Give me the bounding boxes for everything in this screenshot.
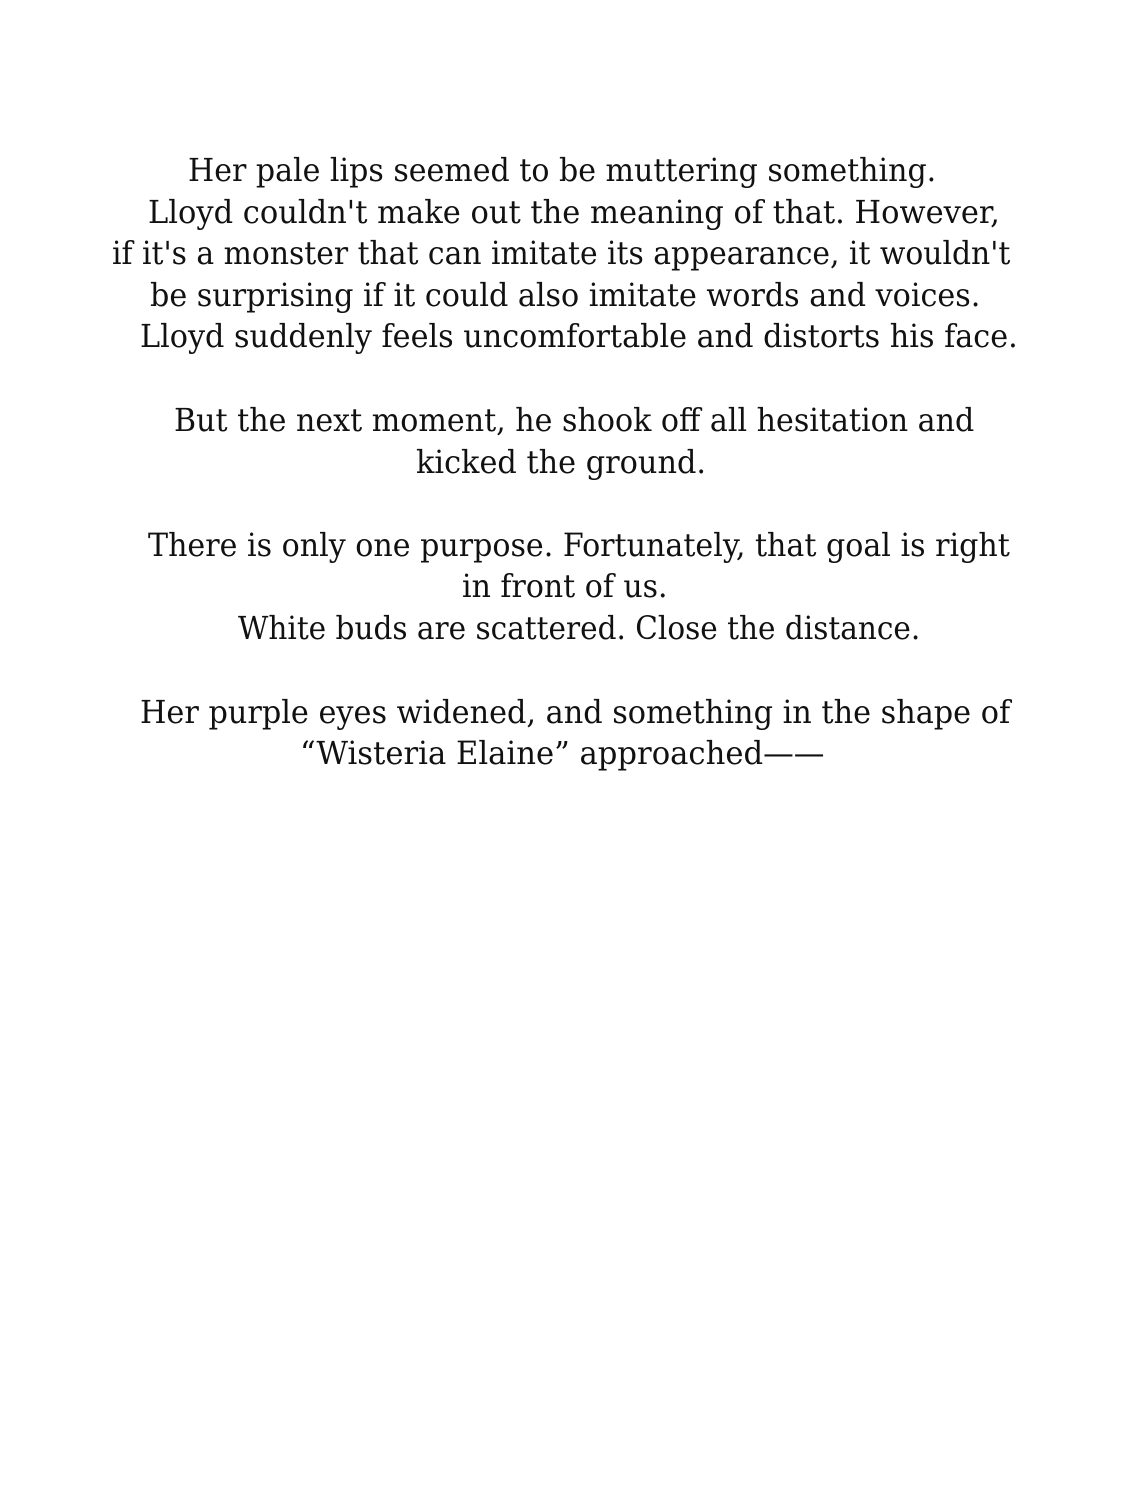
text-line: Her purple eyes widened, and something in the shape of bbox=[140, 693, 1011, 731]
text-line: But the next moment, he shook off all hesitation and bbox=[174, 401, 975, 439]
text-line: be surprising if it could also imitate words and voices. bbox=[150, 276, 981, 314]
text-line: if it's a monster that can imitate its appearance, it wouldn't bbox=[112, 234, 1011, 272]
text-line: in front of us. bbox=[462, 567, 668, 605]
text-line: kicked the ground. bbox=[416, 443, 707, 481]
text-line: “Wisteria Elaine” approached—— bbox=[300, 734, 825, 772]
text-line: White buds are scattered. Close the distance. bbox=[238, 609, 921, 647]
text-line: Lloyd couldn't make out the meaning of that. However, bbox=[148, 193, 1000, 231]
text-line: There is only one purpose. Fortunately, that goal is right bbox=[148, 526, 1010, 564]
text-line: Lloyd suddenly feels uncomfortable and distorts his face. bbox=[140, 317, 1018, 355]
text-line: Her pale lips seemed to be muttering something. bbox=[188, 151, 937, 189]
